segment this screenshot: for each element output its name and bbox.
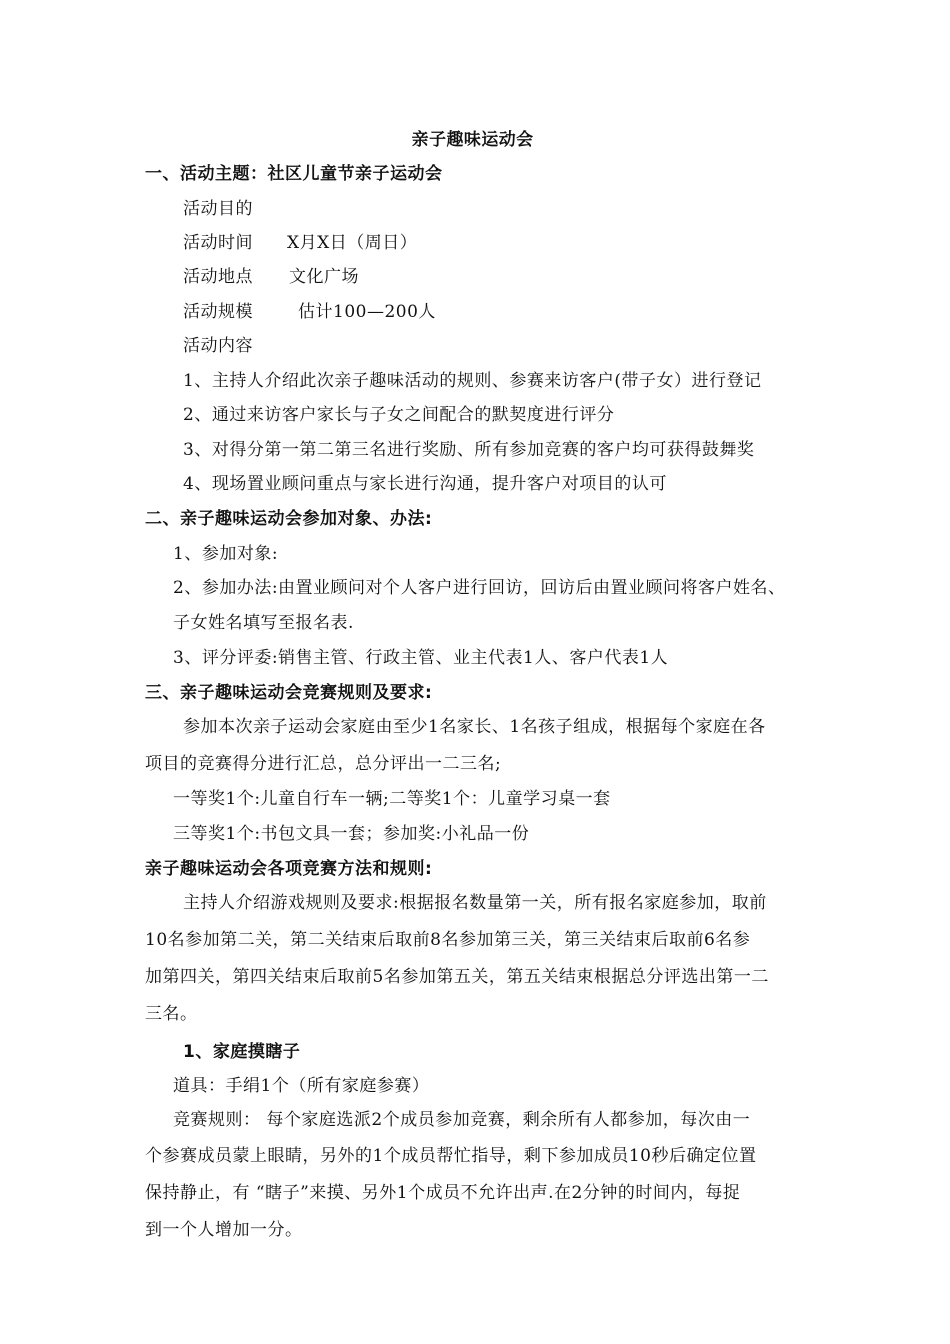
game-1-rule-line-1: 竞赛规则： 每个家庭选派2个成员参加竞赛，剩余所有人都参加，每次由一 (173, 1110, 751, 1130)
section-3-para-line-1: 参加本次亲子运动会家庭由至少1名家长、1名孩子组成，根据每个家庭在各 (183, 717, 766, 737)
prize-line-2: 三等奖1个:书包文具一套；参加奖:小礼品一份 (173, 824, 530, 844)
scale-row (183, 301, 436, 323)
content-item-2: 2、通过来访客户家长与子女之间配合的默契度进行评分 (183, 405, 615, 425)
game-1-props: 道具：手绢1个（所有家庭参赛） (173, 1076, 430, 1096)
section-2-item-3: 3、评分评委:销售主管、行政主管、业主代表1人、客户代表1人 (173, 648, 669, 668)
section-2-item-2-line-2: 子女姓名填写至报名表. (173, 613, 354, 633)
content-item-4: 4、现场置业顾问重点与家长进行沟通，提升客户对项目的认可 (183, 474, 667, 494)
game-1-heading: 1、家庭摸瞎子 (183, 1042, 301, 1062)
prize-line-1: 一等奖1个:儿童自行车一辆;二等奖1个：儿童学习桌一套 (173, 789, 611, 809)
section-2-item-1: 1、参加对象: (173, 544, 279, 564)
game-1-rule-line-2: 个参赛成员蒙上眼睛，另外的1个成员帮忙指导，剩下参加成员10秒后确定位置 (145, 1146, 757, 1166)
time-row (183, 232, 417, 254)
document-title: 亲子趣味运动会 (411, 130, 534, 150)
place-row (183, 266, 359, 288)
section-4-heading: 亲子趣味运动会各项竞赛方法和规则: (145, 859, 433, 879)
scale-value: 估计100—200人 (298, 302, 436, 322)
purpose-label: 活动目的 (183, 199, 253, 219)
time-label: 活动时间 (183, 233, 253, 253)
game-1-rule-line-3: 保持静止，有 “瞎子”来摸、另外1个成员不允许出声.在2分钟的时间内，每捉 (145, 1183, 741, 1203)
section-3-heading: 三、亲子趣味运动会竞赛规则及要求: (145, 683, 433, 703)
content-item-3: 3、对得分第一第二第三名进行奖励、所有参加竞赛的客户均可获得鼓舞奖 (183, 440, 755, 460)
section-4-intro-line-1: 主持人介绍游戏规则及要求:根据报名数量第一关，所有报名家庭参加，取前 (183, 893, 767, 913)
section-4-intro-line-4: 三名。 (145, 1004, 198, 1024)
place-value: 文化广场 (289, 267, 359, 287)
place-label: 活动地点 (183, 267, 253, 287)
section-4-intro-line-2: 10名参加第二关，第二关结束后取前8名参加第三关，第三关结束后取前6名参 (145, 930, 751, 950)
section-1-heading: 一、活动主题：社区儿童节亲子运动会 (145, 164, 443, 184)
content-item-1: 1、主持人介绍此次亲子趣味活动的规则、参赛来访客户(带子女）进行登记 (183, 371, 762, 391)
section-4-intro-line-3: 加第四关，第四关结束后取前5名参加第五关，第五关结束根据总分评选出第一二 (145, 967, 769, 987)
content-label: 活动内容 (183, 336, 253, 356)
time-value: X月X日（周日） (287, 233, 418, 253)
section-3-para-line-2: 项目的竞赛得分进行汇总，总分评出一二三名; (145, 754, 502, 774)
section-2-heading: 二、亲子趣味运动会参加对象、办法: (145, 509, 433, 529)
scale-label: 活动规模 (183, 302, 253, 322)
game-1-rule-line-4: 到一个人增加一分。 (145, 1220, 303, 1240)
section-2-item-2-line-1: 2、参加办法:由置业顾问对个人客户进行回访，回访后由置业顾问将客户姓名、 (173, 578, 786, 598)
